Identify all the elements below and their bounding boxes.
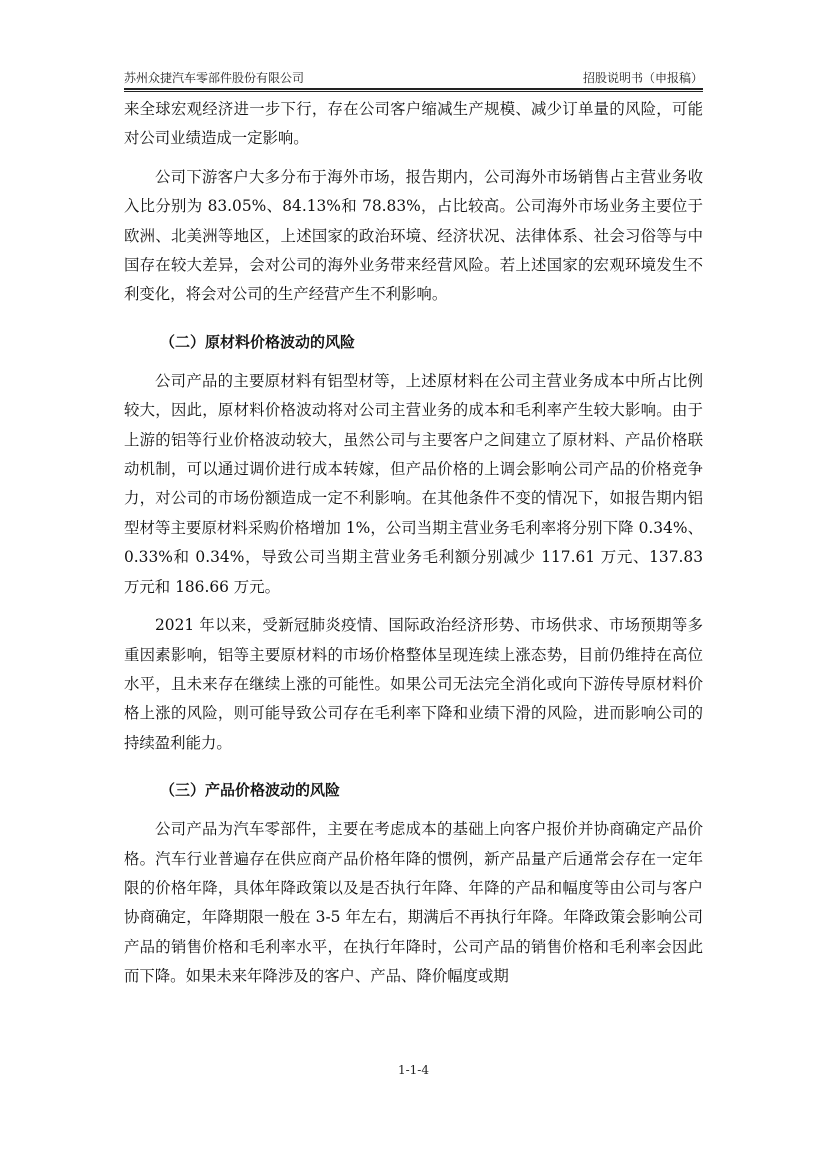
paragraph-overseas-market: 公司下游客户大多分布于海外市场，报告期内，公司海外市场销售占主营业务收入比分别为 83.05%、84.13%和 78.83%，占比较高。公司海外市场业务主要位于欧洲、北美洲等地区，上述国家的政治环境、经济状况、法律体系、社会习俗等与中国存在较大差异，会对公司的海外业务带来经营风险。若上述国家的宏观环境发生不利变化，将会对公司的生产经营产生不利影响。 bbox=[124, 167, 703, 304]
header-rule-thin bbox=[124, 91, 703, 92]
paragraph-product-price: 公司产品为汽车零部件，主要在考虑成本的基础上向客户报价并协商确定产品价格。汽车行业普遍存在供应商产品价格年降的惯例，新产品量产后通常会存在一定年限的价格年降，具体年降政策以及是否执行年降、年降的产品和幅度等由公司与客户协商确定，年降期限一般在 3-5 年左右，期满后不再执行年降。年降政策会影响公司产品的销售价格和毛利率水平，在执行年降时，公司产品的销售价格和毛利率会因此而下降。如果未来年降涉及的客户、产品、降价幅度或期 bbox=[124, 820, 703, 986]
header-doc-type: 招股说明书（申报稿） bbox=[582, 71, 703, 85]
header-company: 苏州众捷汽车零部件股份有限公司 bbox=[124, 71, 305, 85]
section-heading-product-price: （三）产品价格波动的风险 bbox=[160, 781, 341, 800]
page-number: 1-1-4 bbox=[397, 1063, 429, 1077]
header-rule bbox=[124, 88, 703, 90]
page-body bbox=[124, 95, 703, 992]
paragraph-raw-material-trend: 2021 年以来，受新冠肺炎疫情、国际政治经济形势、市场供求、市场预期等多重因素影响，铝等主要原材料的市场价格整体呈现连续上涨态势，目前仍维持在高位水平，且未来存在继续上涨的可能性。如果公司无法完全消化或向下游传导原材料价格上涨的风险，则可能导致公司存在毛利率下降和业绩下滑的风险，进而影响公司的持续盈利能力。 bbox=[124, 616, 703, 752]
paragraph-continued: 来全球宏观经济进一步下行，存在公司客户缩减生产规模、减少订单量的风险，可能对公司业绩造成一定影响。 bbox=[124, 100, 703, 148]
section-heading-raw-material: （二）原材料价格波动的风险 bbox=[160, 332, 356, 351]
page-header bbox=[124, 64, 703, 86]
paragraph-raw-material-cost: 公司产品的主要原材料有铝型材等，上述原材料在公司主营业务成本中所占比例较大，因此，原材料价格波动将对公司主营业务的成本和毛利率产生较大影响。由于上游的铝等行业价格波动较大，虽然公司与主要客户之间建立了原材料、产品价格联动机制，可以通过调价进行成本转嫁，但产品价格的上调会影响公司产品的价格竞争力，对公司的市场份额造成一定不利影响。在其他条件不变的情况下，如报告期内铝型材等主要原材料采购价格增加 1%，公司当期主营业务毛利率将分别下降 0.34%、0.33%和 0.34%，导致公司当期主营业务毛利额分别减少 117.61 万元、137.83 万元和 186.66 万元。 bbox=[124, 371, 703, 596]
